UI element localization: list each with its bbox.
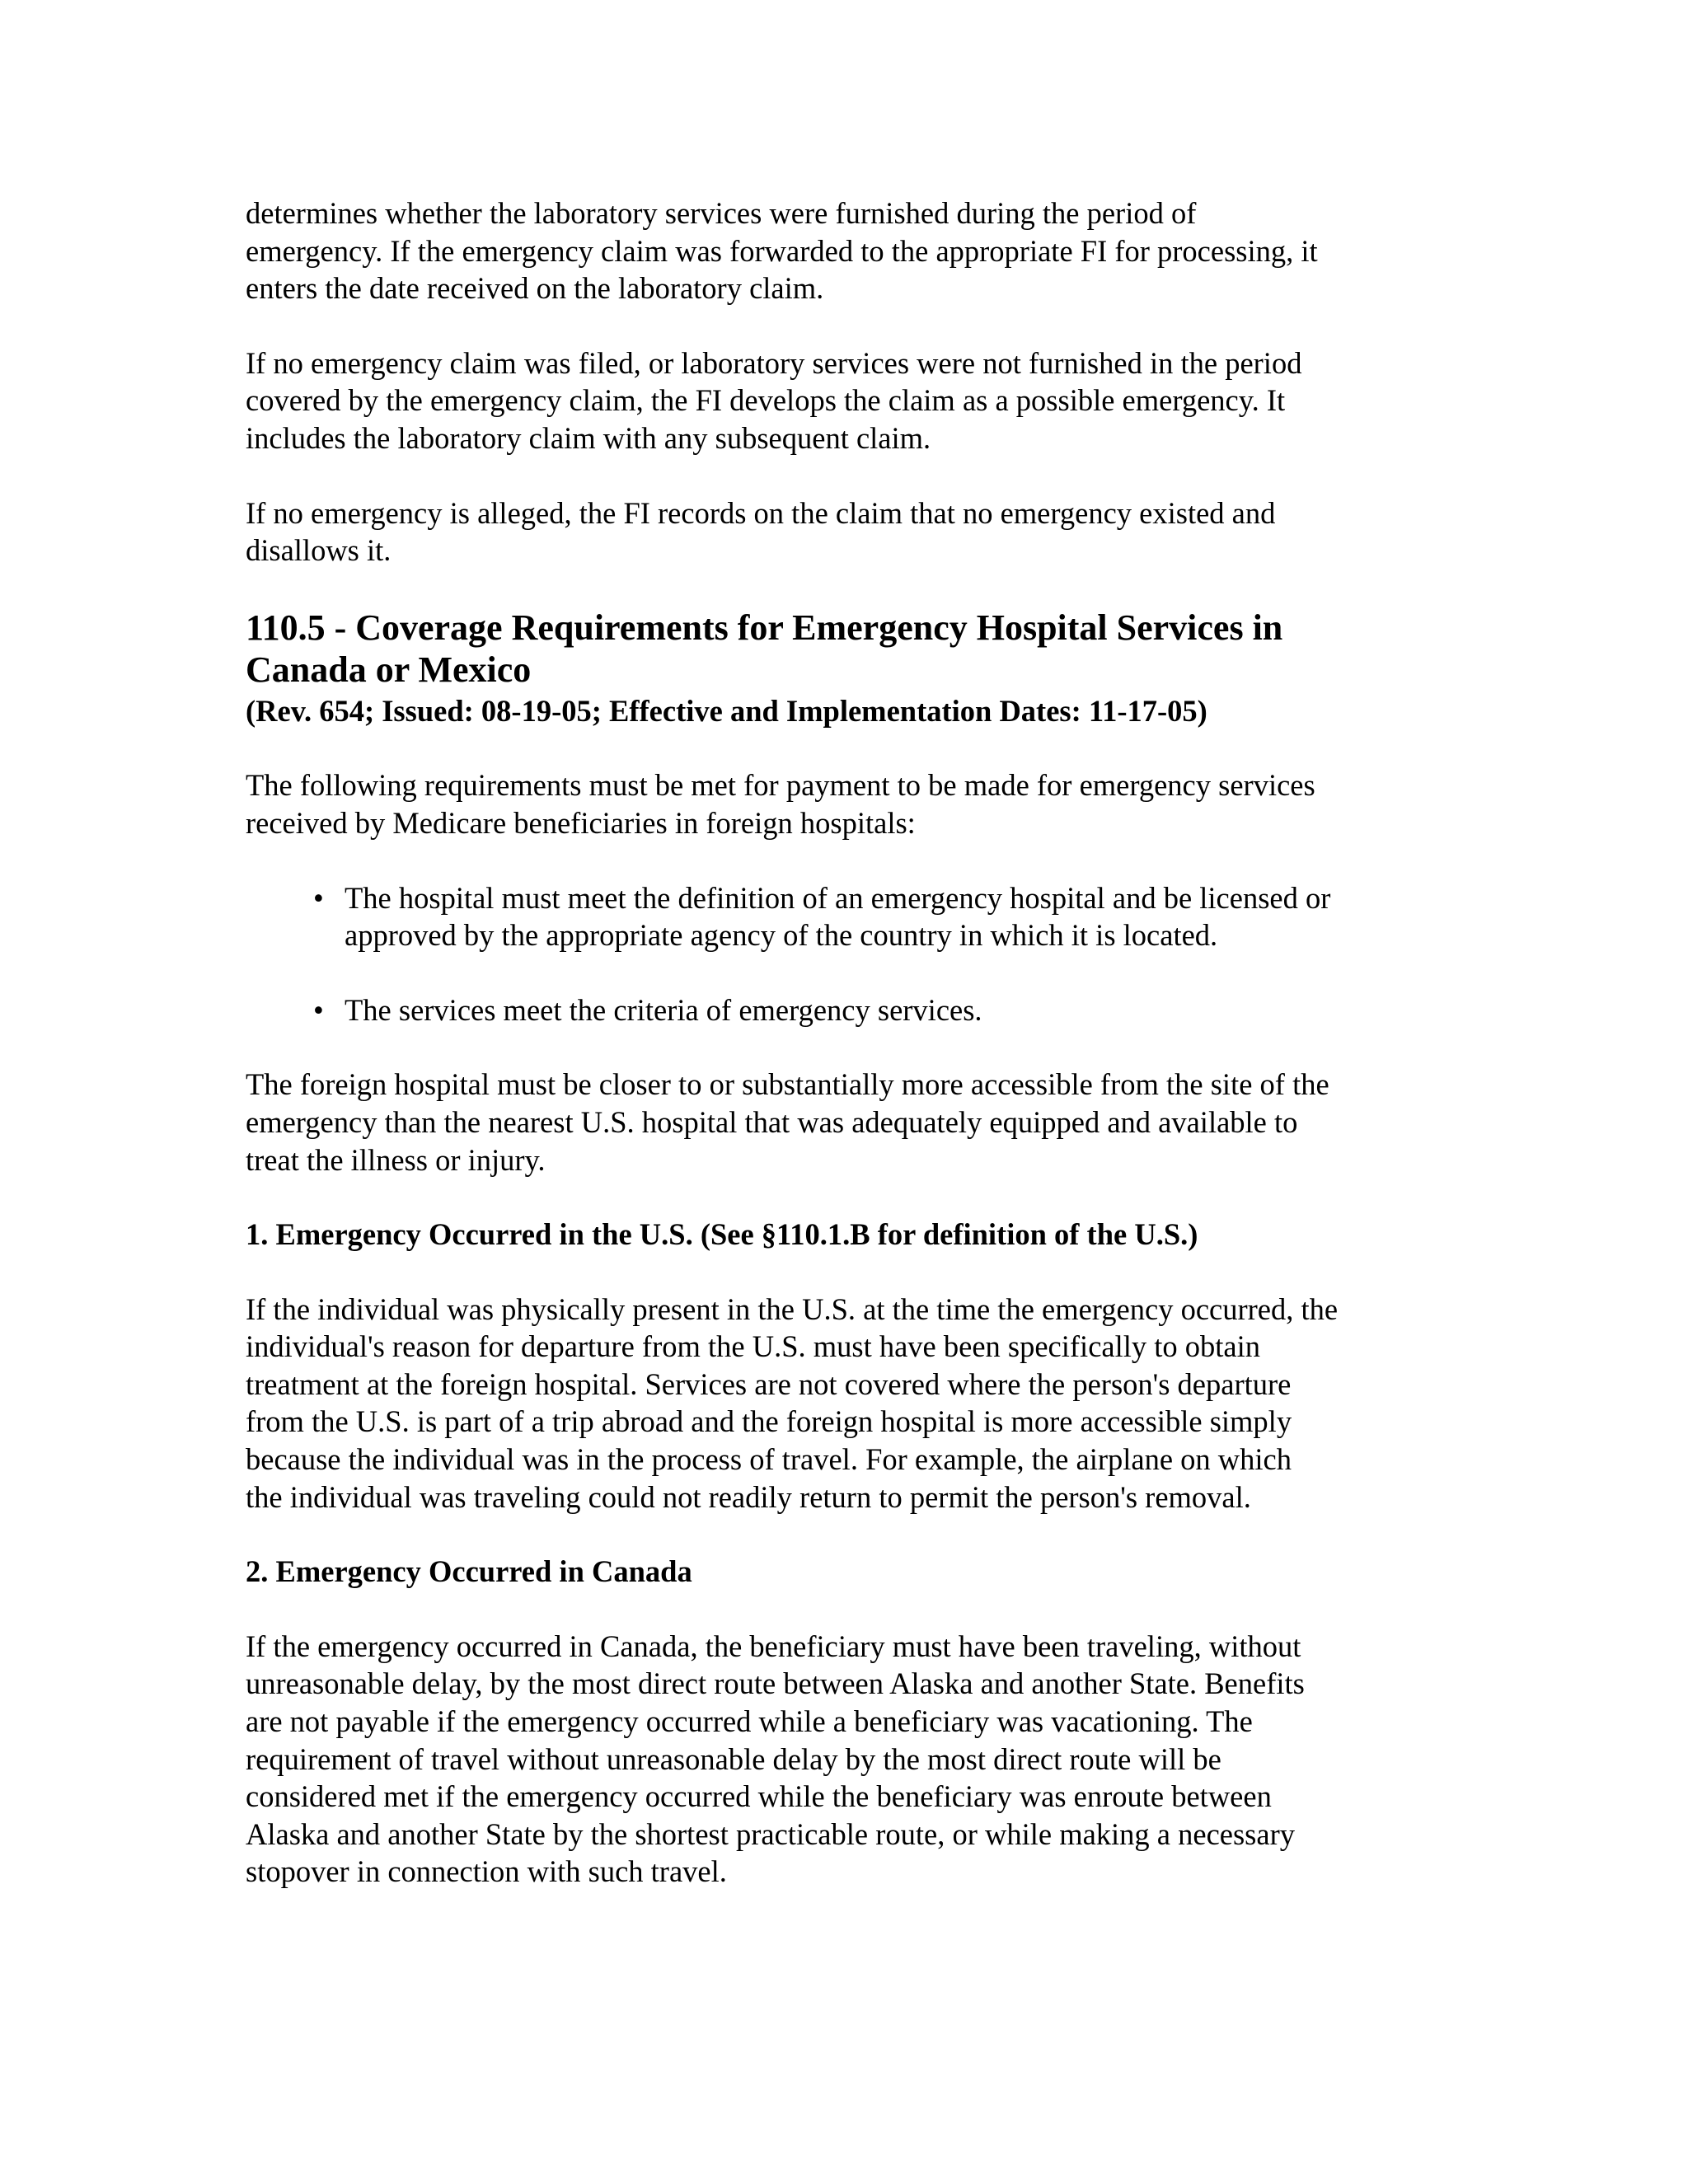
text-line: If no emergency is alleged, the FI records on the claim that no emergency existed and: [246, 495, 1276, 530]
text-line: requirement of travel without unreasonable delay by the most direct route will be: [246, 1741, 1221, 1776]
text-line: includes the laboratory claim with any subsequent claim.: [246, 420, 931, 455]
paragraph-foreign-hospital: [246, 1066, 1449, 1179]
section-title: [246, 607, 1449, 691]
text-line: the individual was traveling could not readily return to permit the person's removal.: [246, 1479, 1251, 1514]
paragraph-requirements-intro: [246, 766, 1449, 841]
text-line: considered met if the emergency occurred while the beneficiary was enroute between: [246, 1779, 1272, 1814]
text-line: from the U.S. is part of a trip abroad and the foreign hospital is more accessible simply: [246, 1404, 1292, 1439]
text-line: emergency. If the emergency claim was forwarded to the appropriate FI for processing, it: [246, 233, 1318, 268]
bullet-icon: •: [313, 880, 324, 915]
list-item: [246, 879, 1449, 954]
text-line: covered by the emergency claim, the FI develops the claim as a possible emergency. It: [246, 383, 1286, 418]
bullet-icon: •: [313, 992, 324, 1027]
text-line: The following requirements must be met for payment to be made for emergency services: [246, 768, 1315, 803]
text-line: disallows it.: [246, 533, 392, 568]
document-page: [246, 194, 1449, 1891]
text-line: enters the date received on the laboratory claim.: [246, 271, 824, 306]
section-title-line: 110.5 - Coverage Requirements for Emergency Hospital Services in: [246, 607, 1283, 648]
text-line: treat the illness or injury.: [246, 1142, 546, 1177]
text-line: Alaska and another State by the shortest practicable route, or while making a necessary: [246, 1816, 1295, 1851]
text-line: If the emergency occurred in Canada, the beneficiary must have been traveling, without: [246, 1629, 1301, 1663]
text-line: The hospital must meet the definition of an emergency hospital and be licensed or: [345, 880, 1331, 915]
paragraph-lab-services: [246, 194, 1449, 307]
text-line: If the individual was physically present in the U.S. at the time the emergency occurred, the: [246, 1291, 1339, 1326]
text-line: determines whether the laboratory services were furnished during the period of: [246, 196, 1197, 230]
text-line: The foreign hospital must be closer to or substantially more accessible from the site of the: [246, 1067, 1329, 1102]
text-line: The services meet the criteria of emergency services.: [345, 992, 982, 1027]
revision-note: (Rev. 654; Issued: 08-19-05; Effective and Implementation Dates: 11-17-05): [246, 693, 1207, 728]
paragraph-no-emergency-alleged: [246, 494, 1449, 569]
text-line: received by Medicare beneficiaries in foreign hospitals:: [246, 805, 916, 840]
text-line: approved by the appropriate agency of the country in which it is located.: [345, 918, 1218, 953]
paragraph-emergency-canada: [246, 1628, 1449, 1891]
text-line: individual's reason for departure from the U.S. must have been specifically to obtain: [246, 1329, 1261, 1364]
text-line: unreasonable delay, by the most direct route between Alaska and another State. Benefits: [246, 1666, 1305, 1701]
section-title-line: Canada or Mexico: [246, 649, 532, 690]
text-line: If no emergency claim was filed, or laboratory services were not furnished in the period: [246, 345, 1302, 380]
text-line: emergency than the nearest U.S. hospital that was adequately equipped and available to: [246, 1104, 1298, 1139]
subsection-heading-canada: 2. Emergency Occurred in Canada: [246, 1554, 692, 1589]
text-line: treatment at the foreign hospital. Services are not covered where the person's departure: [246, 1366, 1292, 1401]
text-line: because the individual was in the process of travel. For example, the airplane on which: [246, 1442, 1292, 1477]
requirements-list: [246, 879, 1449, 1029]
text-line: stopover in connection with such travel.: [246, 1854, 727, 1889]
paragraph-emergency-us: [246, 1291, 1449, 1516]
paragraph-no-emergency-claim: [246, 344, 1449, 457]
list-item: [246, 991, 1449, 1029]
subsection-heading-us: 1. Emergency Occurred in the U.S. (See §110.1.B for definition of the U.S.): [246, 1217, 1198, 1252]
text-line: are not payable if the emergency occurred while a beneficiary was vacationing. The: [246, 1704, 1253, 1739]
